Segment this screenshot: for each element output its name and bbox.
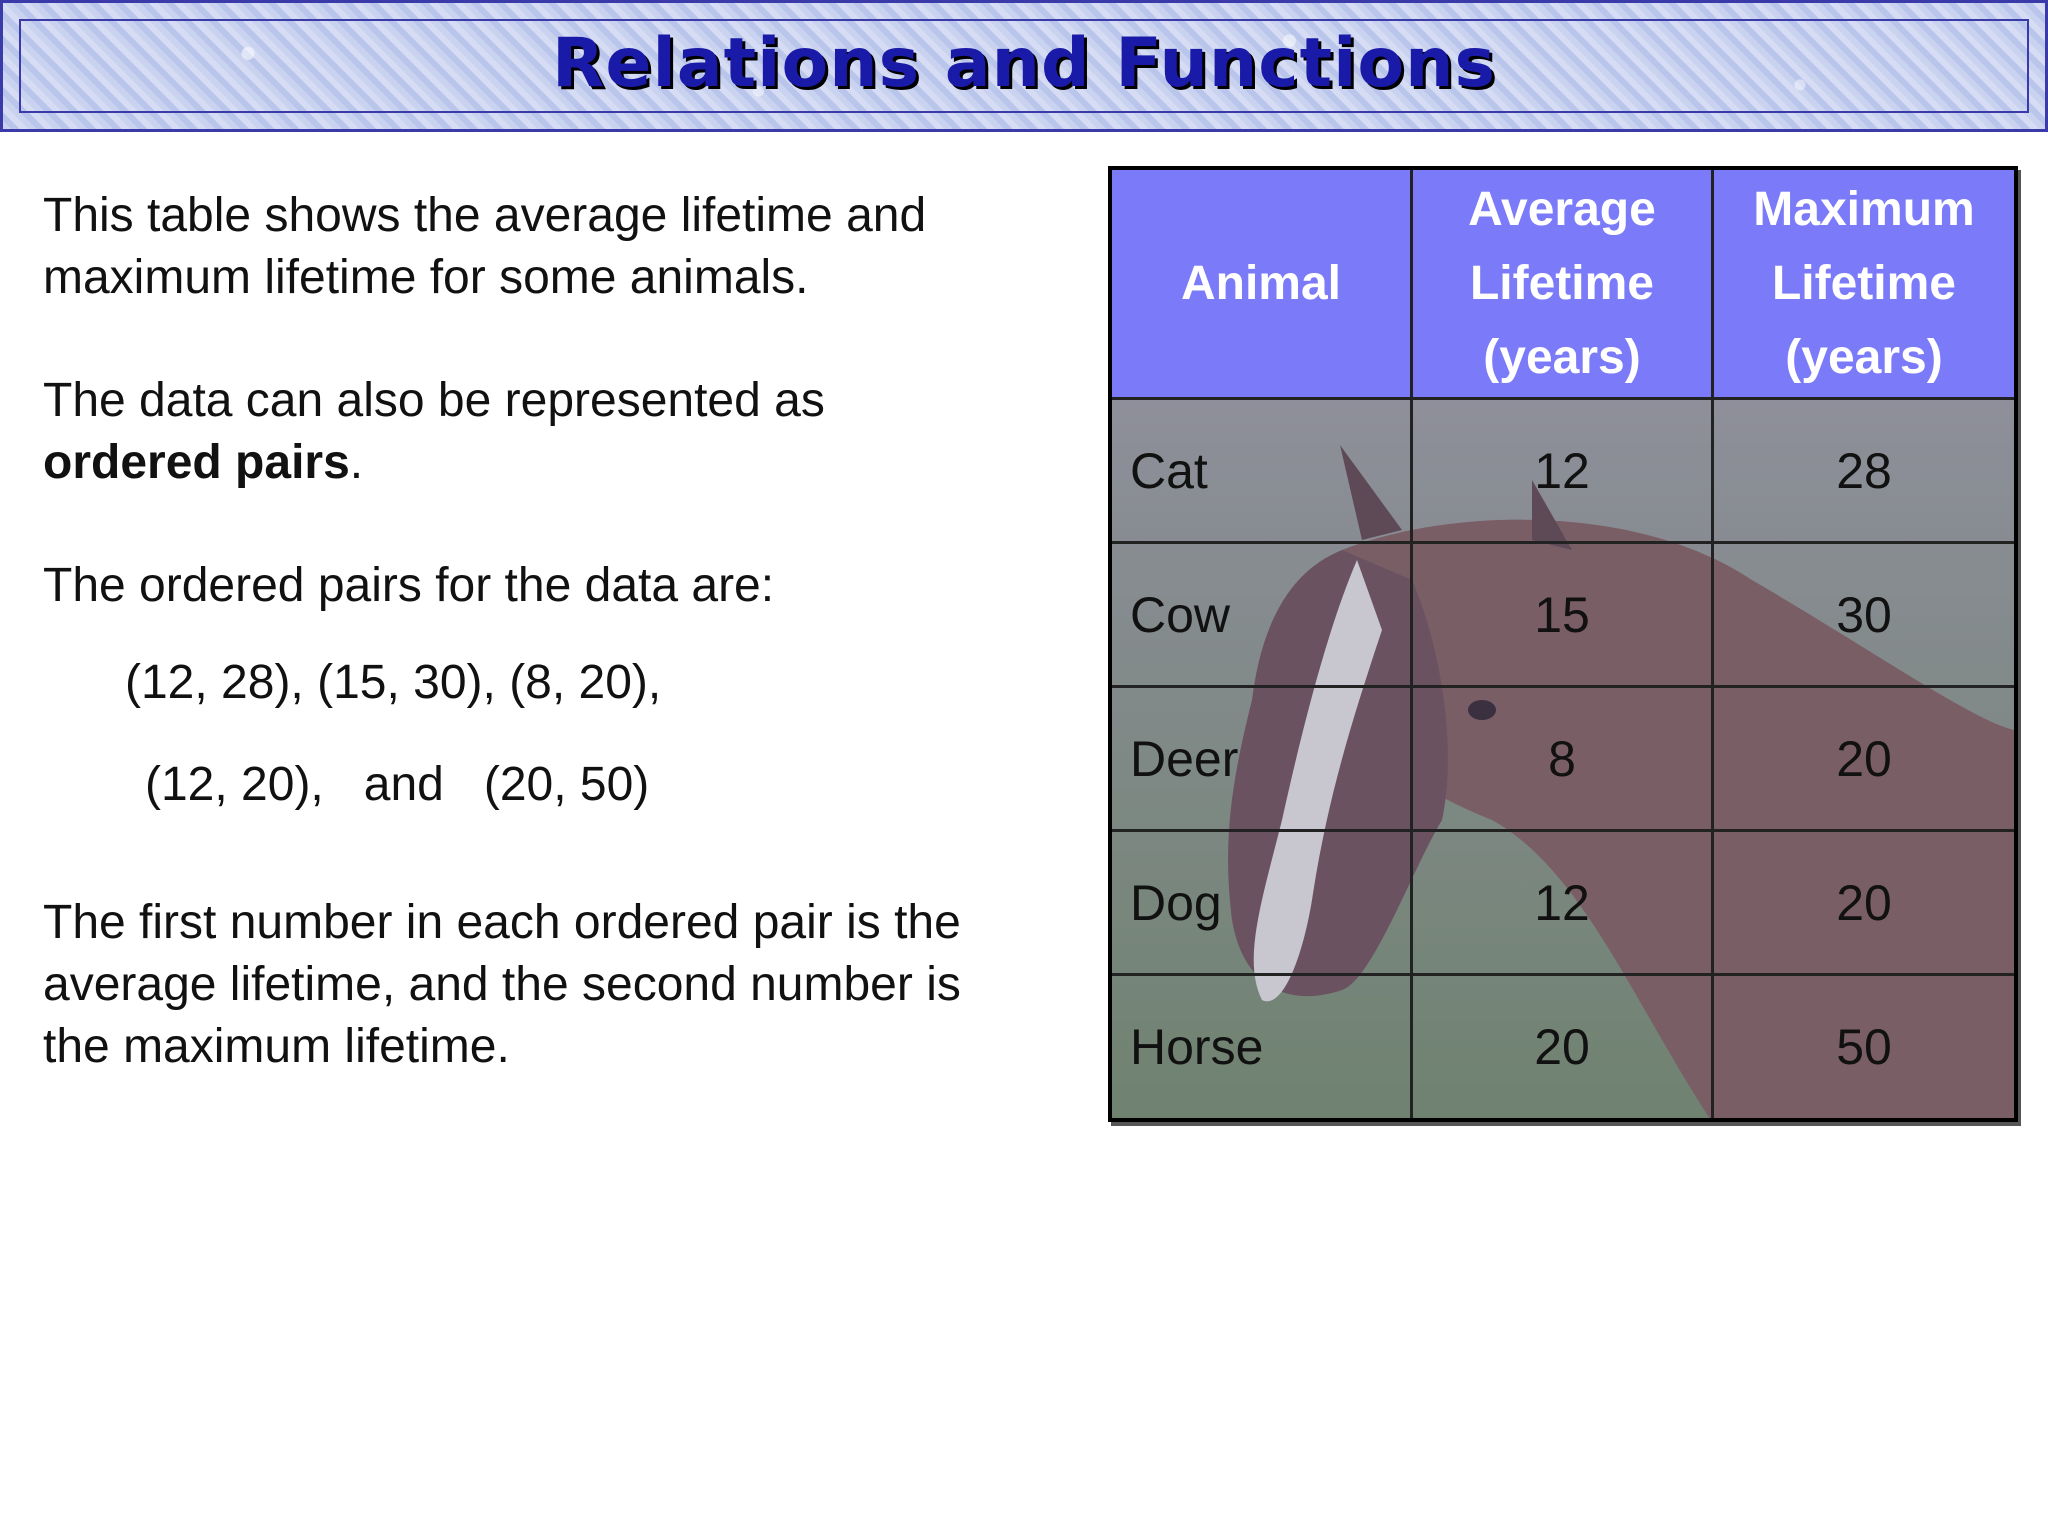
slide-title: Relations and Functions [551,24,1497,103]
lifetime-table [1108,166,2018,1122]
header-average-line-3: (years) [1483,330,1641,384]
header-maximum-lifetime [1714,170,2014,400]
cell-maximum-cat: 28 [1714,400,2014,544]
cell-animal-deer: Deer [1112,688,1413,832]
header-average-line-1: Average [1468,182,1656,236]
header-maximum-line-3: (years) [1785,330,1943,384]
explanation-paragraph: The first number in each ordered pair is the average lifetime, and the second number is the maximum lifetime. [43,896,961,1073]
cell-animal-horse: Horse [1112,976,1413,1118]
header-maximum-line-1: Maximum [1753,182,1975,236]
cell-average-cat: 12 [1413,400,1714,544]
header-animal: Animal [1112,170,1413,400]
pairs-intro-paragraph: The ordered pairs for the data are: [43,559,775,612]
cell-average-deer: 8 [1413,688,1714,832]
cell-animal-cat: Cat [1112,400,1413,544]
pairs-line-1: (12, 28), (15, 30), (8, 20), [125,656,662,709]
cell-maximum-deer: 20 [1714,688,2014,832]
pairs-line-2: (12, 20), and (20, 50) [145,758,650,811]
cell-average-dog: 12 [1413,832,1714,976]
cell-average-cow: 15 [1413,544,1714,688]
cell-maximum-dog: 20 [1714,832,2014,976]
cell-average-horse: 20 [1413,976,1714,1118]
cell-animal-cow: Cow [1112,544,1413,688]
ordered-pairs-paragraph [43,370,1003,494]
cell-maximum-cow: 30 [1714,544,2014,688]
ordered-pairs-text-start: The data can also be represented as [43,374,825,427]
cell-maximum-horse: 50 [1836,1019,1892,1075]
header-maximum-line-2: Lifetime [1771,256,1956,310]
table-grid [1112,170,2014,1118]
header-average-lifetime [1413,170,1714,400]
ordered-pairs-text-end: . [349,436,364,489]
cell-animal-dog: Dog [1112,832,1413,976]
header-average-line-2: Lifetime [1469,256,1654,310]
ordered-pairs-term: ordered pairs [43,436,350,489]
intro-paragraph: This table shows the average lifetime and maximum lifetime for some animals. [43,189,927,304]
